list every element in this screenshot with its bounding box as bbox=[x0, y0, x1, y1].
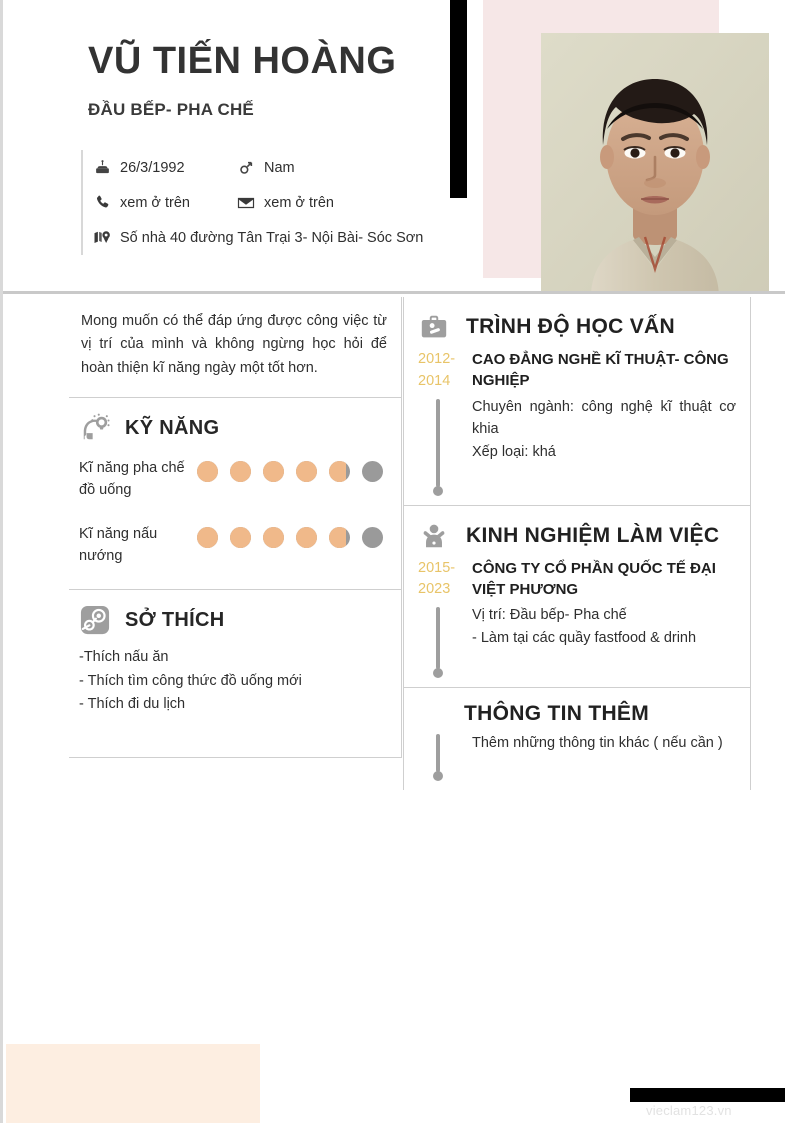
education-heading bbox=[418, 311, 736, 343]
cv-header bbox=[3, 0, 785, 294]
experience-entry-body bbox=[466, 558, 736, 650]
contact-row bbox=[93, 220, 453, 255]
list-item: - Thích đi du lịch bbox=[79, 696, 186, 713]
timeline-line bbox=[436, 734, 440, 772]
hobby-icon bbox=[79, 604, 111, 636]
experience-timeline bbox=[418, 558, 466, 670]
hobbies-heading bbox=[69, 590, 401, 640]
skills-title: KỸ NĂNG bbox=[125, 416, 220, 439]
watermark: vieclam123.vn bbox=[646, 1103, 732, 1118]
left-column bbox=[69, 297, 402, 758]
header-divider bbox=[3, 291, 785, 294]
skills-list bbox=[69, 448, 401, 589]
contact-phone bbox=[93, 194, 237, 212]
education-grade: Xếp loại: khá bbox=[472, 443, 556, 460]
skill-dot bbox=[197, 527, 218, 548]
education-date-to: 2014 bbox=[418, 372, 451, 389]
experience-heading bbox=[418, 520, 736, 552]
experience-section bbox=[404, 506, 750, 689]
skill-rating bbox=[197, 458, 383, 482]
envelope-icon bbox=[237, 194, 255, 212]
skill-dot bbox=[230, 527, 251, 548]
skill-dot bbox=[263, 527, 284, 548]
hobbies-title: SỞ THÍCH bbox=[125, 608, 225, 631]
skill-dot bbox=[296, 527, 317, 548]
birthday-cake-icon bbox=[93, 159, 111, 177]
education-section bbox=[404, 297, 750, 506]
education-school: CAO ĐẲNG NGHỀ KĨ THUẬT- CÔNG NGHIỆP bbox=[472, 351, 729, 390]
skills-heading bbox=[69, 398, 401, 448]
additional-timeline bbox=[418, 732, 466, 772]
contact-birthday-text: 26/3/1992 bbox=[120, 159, 185, 176]
page-title: VŨ TIẾN HOÀNG bbox=[88, 40, 397, 82]
skill-label: Kĩ năng pha chế đồ uống bbox=[79, 460, 185, 499]
additional-heading bbox=[418, 702, 736, 726]
skill-rating bbox=[197, 524, 383, 548]
experience-date-to: 2023 bbox=[418, 581, 451, 598]
objective-section bbox=[69, 297, 401, 397]
additional-detail: Thêm những thông tin khác ( nếu cần ) bbox=[472, 735, 723, 751]
contact-email-text: xem ở trên bbox=[264, 194, 334, 211]
additional-section bbox=[404, 688, 750, 790]
contact-address-text: Số nhà 40 đường Tân Trại 3- Nội Bài- Sóc Sơn bbox=[120, 229, 424, 246]
additional-entry-body bbox=[466, 732, 736, 754]
head-idea-icon bbox=[79, 412, 111, 444]
skills-section bbox=[69, 397, 401, 589]
contact-email bbox=[237, 194, 334, 212]
skill-dot bbox=[329, 461, 350, 482]
skill-dot bbox=[362, 461, 383, 482]
education-timeline bbox=[418, 349, 466, 487]
education-title: TRÌNH ĐỘ HỌC VẤN bbox=[466, 315, 675, 338]
skill-label: Kĩ năng nấu nướng bbox=[79, 525, 158, 564]
skill-dot bbox=[230, 461, 251, 482]
gender-icon bbox=[237, 159, 255, 177]
briefcase-icon bbox=[418, 311, 450, 343]
phone-icon bbox=[93, 194, 111, 212]
experience-date-from: 2015- bbox=[418, 559, 456, 576]
job-title: ĐẦU BẾP- PHA CHẾ bbox=[88, 100, 254, 119]
skill-item bbox=[79, 524, 391, 568]
contact-row bbox=[93, 150, 453, 185]
skill-dot bbox=[362, 527, 383, 548]
skill-dot bbox=[329, 527, 350, 548]
contact-block bbox=[81, 150, 453, 255]
work-people-icon bbox=[418, 520, 450, 552]
timeline-line bbox=[436, 399, 440, 487]
avatar bbox=[541, 33, 769, 294]
contact-row bbox=[93, 185, 453, 220]
map-location-icon bbox=[93, 229, 111, 247]
footer-peach-accent-block bbox=[6, 1044, 260, 1123]
additional-title: THÔNG TIN THÊM bbox=[464, 702, 650, 725]
contact-birthday bbox=[93, 159, 237, 177]
education-entry bbox=[418, 349, 736, 487]
skill-dot bbox=[263, 461, 284, 482]
experience-detail: - Làm tại các quầy fastfood & drinh bbox=[472, 629, 697, 646]
header-black-accent-bar bbox=[450, 0, 467, 198]
additional-entry bbox=[418, 732, 736, 772]
education-date-from: 2012- bbox=[418, 351, 456, 367]
skill-item bbox=[79, 458, 391, 502]
right-column bbox=[403, 297, 751, 790]
footer-black-accent-bar bbox=[630, 1088, 785, 1102]
hobbies-section bbox=[69, 589, 401, 757]
skill-dot bbox=[296, 461, 317, 482]
list-item: - Thích tìm công thức đồ uống mới bbox=[79, 672, 302, 689]
education-entry-body bbox=[466, 349, 736, 463]
experience-entry bbox=[418, 558, 736, 670]
contact-gender bbox=[237, 159, 295, 177]
experience-title: KINH NGHIỆM LÀM VIỆC bbox=[466, 523, 720, 547]
contact-phone-text: xem ở trên bbox=[120, 194, 190, 211]
timeline-line bbox=[436, 607, 440, 669]
hobbies-list bbox=[69, 640, 401, 756]
contact-address bbox=[93, 229, 423, 247]
contact-gender-text: Nam bbox=[264, 159, 295, 176]
education-detail: Chuyên ngành: công nghệ kĩ thuật cơ khia bbox=[472, 398, 736, 438]
experience-company: CÔNG TY CỔ PHẦN QUỐC TẾ ĐẠI VIỆT PHƯƠNG bbox=[472, 559, 716, 598]
list-item: -Thích nấu ăn bbox=[79, 649, 169, 666]
objective-text: Mong muốn có thể đáp ứng được công việc từ vị trí của mình và không ngừng học hỏi để hoàn thiện kĩ năng ngày một tốt hơn. bbox=[81, 313, 387, 376]
experience-position: Vị trí: Đầu bếp- Pha chế bbox=[472, 607, 627, 624]
skill-dot bbox=[197, 461, 218, 482]
